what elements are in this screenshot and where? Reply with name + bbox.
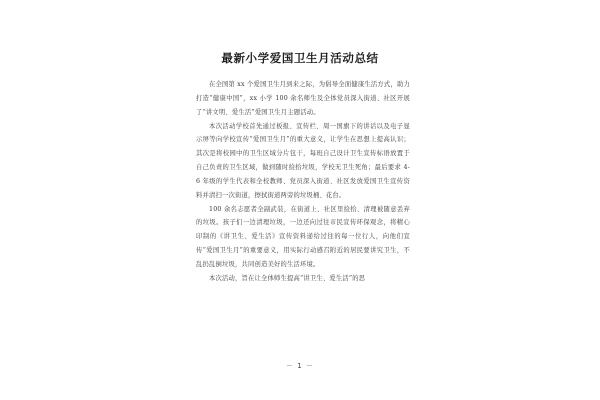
page-number: － 1 － <box>286 362 314 370</box>
document-body <box>196 78 410 286</box>
paragraph-4: 本次活动，旨在让全体师生提高“讲卫生、爱生活”的思 <box>209 274 366 282</box>
document-title: 最新小学爱国卫生月活动总结 <box>221 51 379 65</box>
paragraph-2: 本次活动学校首先通过板报、宣传栏、周一国旗下的讲话以及电子显示屏等向学校宣传“爱国卫生月”的重大意义，让学生在思想上提高认识；其次是将校园中的卫生区域分片包干，每班自己设计卫生宣传标语放置于自己负责的卫生区域，做到随时捡拾垃圾，学校无卫生死角；最后要求 4-6 年级的学生代表和全校教师、党员深入街道、社区发放爱国卫生宣传资料并清扫一次街道，擦拭街道两旁的垃圾桶、花台。 <box>196 122 410 199</box>
paragraph-1: 在全国第 xx 个爱国卫生月到来之际，为倡导全面健康生活方式，助力打造“健康中国”，xx 小学 100 余名师生及全体党员深入街道、社区开展了“讲文明、爱生活”爱国卫生月主题活动。 <box>196 81 410 116</box>
paragraph-3: 100 余名志愿者全副武装，在街道上、社区里捡拾、清理被随意丢弃的垃圾。孩子们一边清理垃圾，一边还向过往市民宣传环保观念，将精心印制的《讲卫生、爱生活》宣传资料递给过往的每一位行人，向他们宣传“爱国卫生月”的重要意义，用实际行动感召附近的居民要讲究卫生，不乱扔乱倒垃圾，共同创造美好的生活环境。 <box>196 205 410 268</box>
